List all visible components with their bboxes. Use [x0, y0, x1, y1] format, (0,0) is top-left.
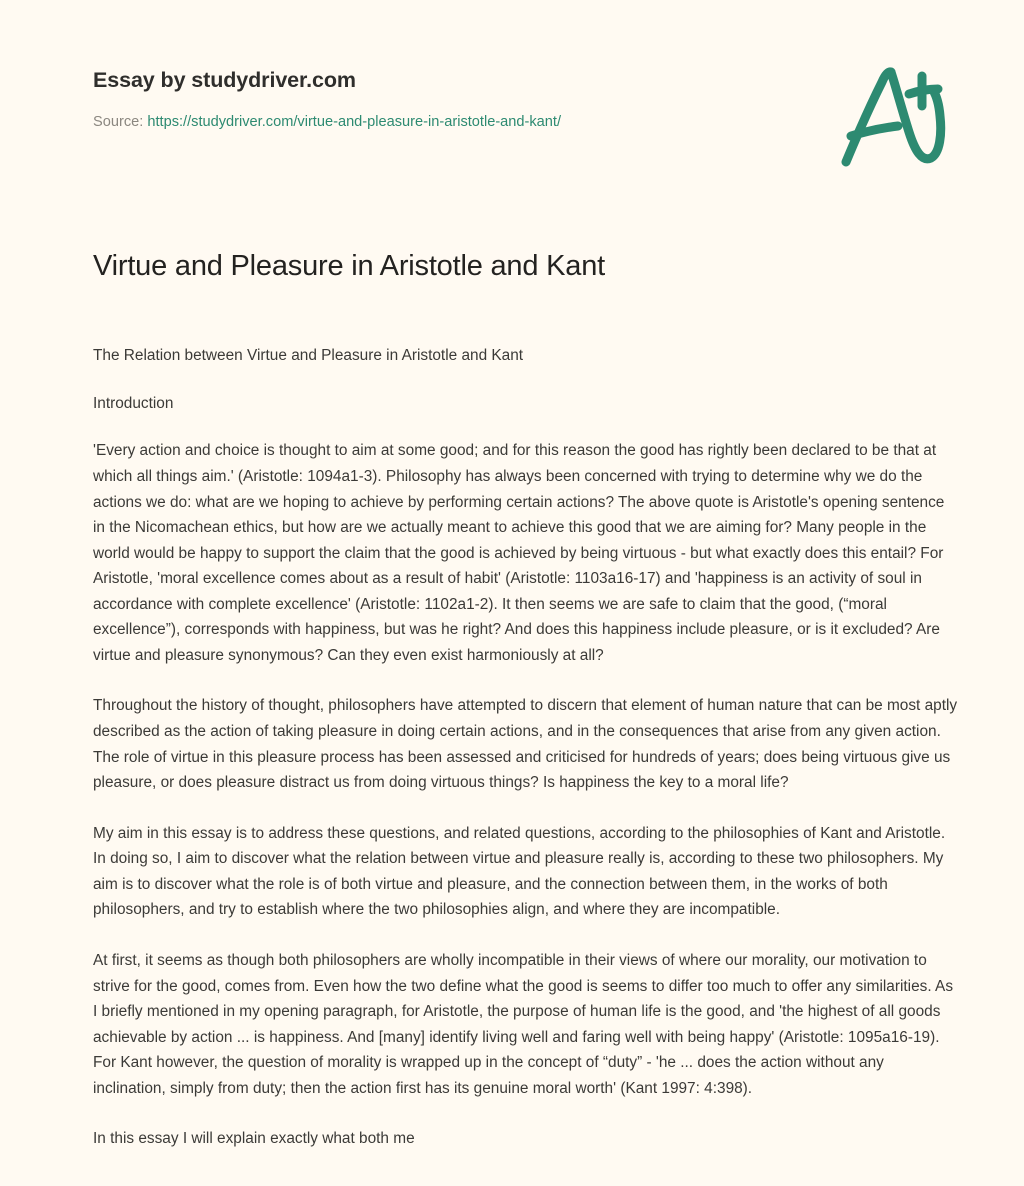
essay-subtitle: The Relation between Virtue and Pleasure in Aristotle and Kant: [93, 347, 524, 365]
page-header: [0, 0, 1024, 190]
paragraph: My aim in this essay is to address these questions, and related questions, according to the philosophies of Kant and Aristotle. In doing so, I aim to discover what the relation between virtue and pleasure really is, according to these two philosophers. My aim is to discover what the role is of both virtue and pleasure, and the connection between them, in the works of both philosophers, and try to establish where the two philosophies align, and where they are incompatible.: [93, 824, 946, 919]
source-label: Source:: [93, 113, 144, 130]
paragraph: Throughout the history of thought, philosophers have attempted to discern that element of human nature that can be most aptly described as the action of taking pleasure in doing certain actions, and in the consequences that arise from any given action. The role of virtue in this pleasure process has been assessed and criticised for hundreds of years; does being virtuous give us pleasure, or does pleasure distract us from doing virtuous things? Is happiness the key to a moral life?: [93, 697, 958, 792]
paragraph: 'Every action and choice is thought to aim at some good; and for this reason the good has rightly been declared to be that at which all things aim.' (Aristotle: 1094a1-3). Philosophy has always been concerned with trying to determine why we do the actions we do: what are we hoping to achieve by performing certain actions? The above quote is Aristotle's opening sentence in the Nicomachean ethics, but how are we actually meant to achieve this good that we are aiming for? Many people in the world would be happy to support the claim that the good is achieved by being virtuous - but what exactly does this entail? For Aristotle, 'moral excellence comes about as a result of habit' (Aristotle: 1103a16-17) and 'happiness is an activity of soul in accordance with complete excellence' (Aristotle: 1102a1-2). It then seems we are safe to claim that the good, (“moral excellence”), corresponds with happiness, but was he right? And does this happiness include pleasure, or is it excluded? Are virtue and pleasure synonymous? Can they even exist harmoniously at all?: [93, 442, 945, 664]
essay-document: [93, 248, 959, 1152]
source-line: [93, 113, 713, 132]
source-url-link[interactable]: https://studydriver.com/virtue-and-pleasure-in-aristotle-and-kant/: [147, 113, 562, 130]
studydriver-a-plus-logo-icon: [830, 62, 950, 170]
paragraph-truncated: In this essay I will explain exactly what both me: [93, 1130, 415, 1148]
page-title: Virtue and Pleasure in Aristotle and Kant: [93, 250, 605, 282]
brand-block: [93, 68, 713, 132]
section-heading-introduction: Introduction: [93, 394, 174, 412]
essay-body: [93, 343, 959, 1152]
brand-title: Essay by studydriver.com: [93, 68, 356, 92]
paragraph: At first, it seems as though both philosophers are wholly incompatible in their views of where our morality, our motivation to strive for the good, comes from. Even how the two define what the good is seems to differ too much to offer any similarities. As I briefly mentioned in my opening paragraph, for Aristotle, the purpose of human life is the good, and 'the highest of all goods achievable by action ... is happiness. And [many] identify living well and faring well with being happy' (Aristotle: 1095a16-19). For Kant however, the question of morality is wrapped up in the concept of “duty” - 'he ... does the action without any inclination, simply from duty; then the action first has its genuine moral worth' (Kant 1997: 4:398).: [93, 951, 954, 1097]
